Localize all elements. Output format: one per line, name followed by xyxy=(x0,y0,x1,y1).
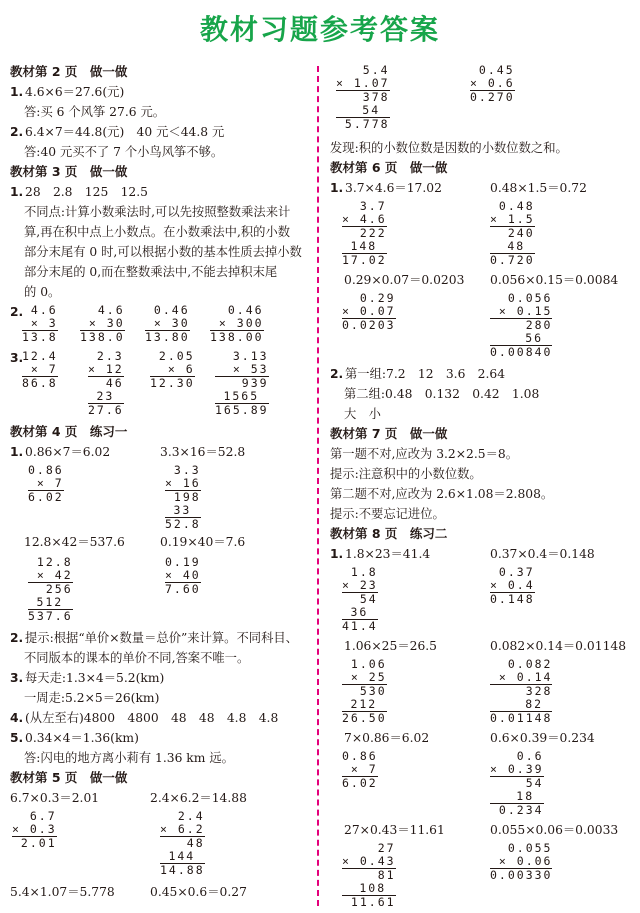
answer-text: 1.06×25＝26.5 xyxy=(344,639,438,653)
calc-line: 12.4 xyxy=(22,349,58,363)
calc-line: 328 xyxy=(525,684,553,698)
calc-line: 280 xyxy=(525,318,553,332)
vertical-calc xyxy=(490,566,535,606)
answer-text: 提示:根据“单价×数量＝总价”来计算。不同科目、 xyxy=(25,631,298,645)
calc-result: 12.30 xyxy=(150,376,195,390)
calc-block xyxy=(330,198,630,270)
calc-result: 138.0 xyxy=(80,330,125,344)
calc-result: 0.0203 xyxy=(342,318,396,332)
calc-line: 378 xyxy=(362,90,390,104)
calc-line: 512 xyxy=(28,596,73,610)
calc-multiplier: × 30 xyxy=(80,317,125,331)
calc-multiplier: × 42 xyxy=(28,569,73,583)
calc-result: 14.88 xyxy=(160,863,205,877)
calc-result: 13.8 xyxy=(22,330,58,344)
answer-line xyxy=(10,708,310,728)
answer-text: 3.3×16＝52.8 xyxy=(160,445,246,459)
answer-block xyxy=(10,348,310,422)
calc-line: 144 xyxy=(160,850,205,864)
answer-line xyxy=(10,788,310,808)
vertical-calc xyxy=(165,464,201,531)
vertical-calc xyxy=(336,64,390,131)
answer-line xyxy=(10,628,310,648)
calc-result: 537.6 xyxy=(28,609,73,623)
answer-text: 第一组:7.2 12 3.6 2.64 xyxy=(345,367,506,381)
answer-text: 0.056×0.15＝0.0084 xyxy=(490,273,619,287)
calc-multiplier: × 6.2 xyxy=(160,822,205,836)
calc-result: 5.778 xyxy=(344,117,390,131)
calc-line: 939 xyxy=(241,376,269,390)
answer-text: 6.7×0.3＝2.01 xyxy=(10,791,100,805)
section-heading: 教材第 7 页 做一做 xyxy=(330,426,448,441)
calc-line: 0.45 xyxy=(478,63,515,77)
answer-line xyxy=(10,728,310,748)
answer-line xyxy=(10,82,310,102)
calc-line: 212 xyxy=(342,698,387,712)
calc-line: 56 xyxy=(490,332,552,346)
vertical-calc xyxy=(490,658,552,725)
calc-line: 54 xyxy=(525,776,544,790)
question-number: 5. xyxy=(10,731,24,745)
answer-text: 发现:积的小数位数是因数的小数位数之和。 xyxy=(330,141,568,155)
page-title: 教材习题参考答案 xyxy=(199,13,440,46)
calc-multiplier: × 12 xyxy=(88,362,124,376)
calc-multiplier: × 300 xyxy=(210,317,264,331)
answer-text: 1.8×23＝41.4 xyxy=(345,547,431,561)
calc-result: 7.60 xyxy=(165,582,201,596)
answer-line xyxy=(10,122,310,142)
vertical-calc xyxy=(160,810,205,877)
section-heading: 教材第 4 页 练习一 xyxy=(10,424,128,439)
calc-line: 46 xyxy=(105,376,124,390)
calc-block xyxy=(10,462,310,532)
calc-line: 256 xyxy=(45,582,73,596)
right-column xyxy=(330,62,630,912)
answer-text: 部分末尾的 0,而在整数乘法中,不能去掉积末尾 xyxy=(24,265,278,279)
calc-multiplier: × 0.15 xyxy=(490,305,552,319)
answer-text: 部分末尾有 0 时,可以根据小数的基本性质去掉小数 xyxy=(24,245,302,259)
calc-result: 0.00330 xyxy=(490,868,553,882)
calc-line: 48 xyxy=(186,836,205,850)
answer-line xyxy=(330,270,630,290)
question-number: 3. xyxy=(10,671,24,685)
answer-text: 0.86×7＝6.02 xyxy=(25,445,111,459)
calc-line: 18 xyxy=(490,790,544,804)
calc-line: 36 xyxy=(342,606,378,620)
calc-line: 0.86 xyxy=(28,463,64,477)
section-heading: 教材第 6 页 做一做 xyxy=(330,160,448,175)
answer-line xyxy=(10,182,310,202)
calc-multiplier: × 23 xyxy=(342,578,378,592)
answer-line xyxy=(330,728,630,748)
calc-line: 108 xyxy=(342,882,396,896)
calc-multiplier: × 7 xyxy=(28,477,64,491)
calc-multiplier: × 1.5 xyxy=(490,212,535,226)
answer-text: 0.29×0.07＝0.0203 xyxy=(344,273,465,287)
calc-line: 4.6 xyxy=(30,303,58,317)
answer-text: 0.082×0.14＝0.01148 xyxy=(490,639,627,653)
calc-line: 0.46 xyxy=(227,303,264,317)
question-number: 1. xyxy=(10,85,24,99)
calc-line: 1565 xyxy=(215,390,269,404)
calc-line: 530 xyxy=(359,684,387,698)
answer-text: 0.34×4＝1.36(km) xyxy=(25,731,139,745)
question-number: 4. xyxy=(10,711,24,725)
answer-line xyxy=(330,364,630,384)
vertical-calc xyxy=(342,200,387,267)
answer-text: 答:闪电的地方离小莉有 1.36 km 远。 xyxy=(24,751,234,765)
answer-text: 第二题不对,应改为 2.6×1.08＝2.808。 xyxy=(330,487,554,501)
answer-text: 4.6×6＝27.6(元) xyxy=(25,85,125,99)
answer-text: 0.055×0.06＝0.0033 xyxy=(490,823,619,837)
calc-line: 81 xyxy=(377,868,396,882)
answer-text: 的 0。 xyxy=(24,285,61,299)
calc-result: 0.01148 xyxy=(490,711,553,725)
answer-text: 一周走:5.2×5＝26(km) xyxy=(24,691,160,705)
calc-multiplier: × 25 xyxy=(342,671,387,685)
calc-line: 33 xyxy=(165,504,201,518)
calc-line: 12.8 xyxy=(36,555,73,569)
calc-line: 3.7 xyxy=(359,199,387,213)
answer-line xyxy=(10,668,310,688)
calc-result: 0.270 xyxy=(470,90,515,104)
calc-line: 198 xyxy=(173,490,201,504)
vertical-calc xyxy=(80,304,125,344)
answer-text: 第二组:0.48 0.132 0.42 1.08 xyxy=(344,387,540,401)
answer-text: 提示:不要忘记进位。 xyxy=(330,507,445,521)
calc-line: 0.6 xyxy=(516,749,544,763)
vertical-calc xyxy=(490,750,544,817)
section-heading: 教材第 5 页 做一做 xyxy=(10,770,128,785)
answer-text: 7×0.86＝6.02 xyxy=(344,731,430,745)
vertical-calc xyxy=(210,304,264,344)
vertical-calc xyxy=(490,292,552,359)
answer-line xyxy=(330,636,630,656)
answer-text: (从左至右)4800 4800 48 48 4.8 4.8 xyxy=(25,711,279,725)
calc-line: 0.46 xyxy=(153,303,190,317)
calc-line: 3.3 xyxy=(173,463,201,477)
answer-text: 不同点:计算小数乘法时,可以先按照整数乘法来计 xyxy=(24,205,291,219)
calc-line: 0.056 xyxy=(507,291,553,305)
left-column xyxy=(10,62,310,902)
calc-line: 0.082 xyxy=(507,657,553,671)
calc-multiplier: × 7 xyxy=(22,363,58,377)
calc-line: 0.37 xyxy=(498,565,535,579)
calc-multiplier: × 7 xyxy=(342,763,378,777)
calc-block xyxy=(330,62,630,138)
calc-block xyxy=(330,290,630,364)
answer-block xyxy=(10,302,310,348)
calc-line: 0.19 xyxy=(165,555,201,569)
question-number: 2. xyxy=(10,631,24,645)
answer-text: 提示:注意积中的小数位数。 xyxy=(330,467,482,481)
vertical-calc xyxy=(150,350,195,390)
vertical-calc xyxy=(145,304,190,344)
question-number: 3. xyxy=(10,351,24,365)
calc-multiplier: × 40 xyxy=(165,568,201,582)
calc-result: 11.61 xyxy=(350,895,396,909)
calc-multiplier: × 0.43 xyxy=(342,854,396,868)
calc-line: 82 xyxy=(490,698,552,712)
calc-line: 2.3 xyxy=(96,349,124,363)
question-number: 1. xyxy=(10,185,24,199)
vertical-calc xyxy=(28,556,73,623)
calc-multiplier: × 0.06 xyxy=(490,855,552,869)
calc-result: 86.8 xyxy=(22,376,58,390)
calc-line: 222 xyxy=(359,226,387,240)
question-number: 2. xyxy=(330,367,344,381)
calc-line: 48 xyxy=(490,240,535,254)
calc-result: 0.720 xyxy=(490,253,535,267)
calc-multiplier: × 0.07 xyxy=(342,304,396,318)
calc-line: 0.86 xyxy=(342,749,378,763)
answer-line xyxy=(10,882,310,902)
vertical-calc xyxy=(165,556,201,596)
vertical-calc xyxy=(342,658,387,725)
section-heading: 教材第 2 页 做一做 xyxy=(10,64,128,79)
calc-line: 0.29 xyxy=(359,291,396,305)
answer-text: 6.4×7＝44.8(元) 40 元＜44.8 元 xyxy=(25,125,225,139)
calc-line: 240 xyxy=(507,226,535,240)
calc-multiplier: × 0.14 xyxy=(490,671,552,685)
vertical-calc xyxy=(12,810,57,850)
calc-result: 41.4 xyxy=(342,619,378,633)
calc-multiplier: × 6 xyxy=(150,363,195,377)
calc-result: 52.8 xyxy=(165,517,201,531)
calc-result: 6.02 xyxy=(28,490,64,504)
calc-multiplier: × 4.6 xyxy=(342,212,387,226)
calc-multiplier: × 0.3 xyxy=(12,822,57,836)
answer-line xyxy=(330,544,630,564)
question-number: 1. xyxy=(330,181,344,195)
calc-result: 0.00840 xyxy=(490,345,553,359)
calc-result: 165.89 xyxy=(215,403,269,417)
vertical-calc xyxy=(342,292,396,332)
question-number: 2. xyxy=(10,125,24,139)
question-number: 2. xyxy=(10,305,24,319)
calc-line: 0.055 xyxy=(507,841,553,855)
calc-result: 138.00 xyxy=(210,330,264,344)
calc-line: 5.4 xyxy=(362,63,390,77)
calc-block xyxy=(10,808,310,882)
vertical-calc xyxy=(342,750,378,790)
vertical-calc xyxy=(490,842,552,882)
calc-block xyxy=(330,656,630,728)
answer-line xyxy=(330,178,630,198)
calc-result: 0.234 xyxy=(498,803,544,817)
calc-line: 4.6 xyxy=(97,303,125,317)
answer-text: 算,再在积中点上小数点。在小数乘法中,积的小数 xyxy=(24,225,291,239)
vertical-calc xyxy=(22,304,58,344)
vertical-calc xyxy=(22,350,58,390)
answer-text: 0.45×0.6＝0.27 xyxy=(150,885,247,899)
calc-line: 2.05 xyxy=(158,349,195,363)
calc-multiplier: × 0.6 xyxy=(470,76,515,90)
answer-line xyxy=(10,442,310,462)
answer-line xyxy=(330,820,630,840)
vertical-calc xyxy=(88,350,124,417)
answer-text: 每天走:1.3×4＝5.2(km) xyxy=(25,671,165,685)
calc-result: 6.02 xyxy=(342,776,378,790)
answer-text: 27×0.43＝11.61 xyxy=(344,823,445,837)
section-heading: 教材第 3 页 做一做 xyxy=(10,164,128,179)
vertical-calc xyxy=(28,464,64,504)
calc-line: 1.06 xyxy=(350,657,387,671)
calc-line: 2.4 xyxy=(177,809,205,823)
vertical-calc xyxy=(470,64,515,104)
calc-multiplier: × 30 xyxy=(145,317,190,331)
calc-block xyxy=(330,840,630,912)
calc-multiplier: × 0.39 xyxy=(490,762,544,776)
calc-result: 26.50 xyxy=(342,711,387,725)
calc-multiplier: × 16 xyxy=(165,476,201,490)
calc-line: 0.48 xyxy=(498,199,535,213)
answer-line xyxy=(10,532,310,552)
answer-text: 0.37×0.4＝0.148 xyxy=(490,547,595,561)
calc-result: 27.6 xyxy=(88,403,124,417)
answer-text: 答:买 6 个风筝 27.6 元。 xyxy=(24,105,166,119)
vertical-calc xyxy=(490,200,535,267)
answer-text: 0.19×40＝7.6 xyxy=(160,535,246,549)
vertical-calc xyxy=(342,842,396,909)
section-heading: 教材第 8 页 练习二 xyxy=(330,526,448,541)
calc-result: 2.01 xyxy=(20,836,57,850)
calc-line: 3.13 xyxy=(232,349,269,363)
calc-result: 0.148 xyxy=(490,592,535,606)
calc-line: 148 xyxy=(342,240,387,254)
answer-text: 不同版本的课本的单价不同,答案不唯一。 xyxy=(24,651,250,665)
calc-block xyxy=(330,564,630,636)
calc-multiplier: × 3 xyxy=(22,317,58,331)
question-number: 1. xyxy=(330,547,344,561)
calc-block xyxy=(330,748,630,820)
answer-text: 28 2.8 125 12.5 xyxy=(25,185,148,199)
answer-text: 0.6×0.39＝0.234 xyxy=(490,731,595,745)
answer-text: 大 小 xyxy=(344,407,381,421)
question-number: 1. xyxy=(10,445,24,459)
answer-text: 5.4×1.07＝5.778 xyxy=(10,885,115,899)
calc-multiplier: × 0.4 xyxy=(490,578,535,592)
calc-multiplier: × 1.07 xyxy=(336,76,390,90)
calc-line: 54 xyxy=(359,592,378,606)
calc-result: 13.80 xyxy=(145,330,190,344)
calc-block xyxy=(10,552,310,628)
column-divider xyxy=(317,66,319,906)
calc-line: 6.7 xyxy=(29,809,57,823)
answer-text: 0.48×1.5＝0.72 xyxy=(490,181,587,195)
vertical-calc xyxy=(215,350,269,417)
answer-text: 3.7×4.6＝17.02 xyxy=(345,181,442,195)
calc-line: 27 xyxy=(377,841,396,855)
calc-line: 23 xyxy=(88,390,124,404)
answer-text: 12.8×42＝537.6 xyxy=(24,535,125,549)
calc-result: 17.02 xyxy=(342,253,387,267)
calc-line: 1.8 xyxy=(350,565,378,579)
vertical-calc xyxy=(342,566,378,633)
answer-text: 2.4×6.2＝14.88 xyxy=(150,791,247,805)
answer-text: 第一题不对,应改为 3.2×2.5＝8。 xyxy=(330,447,519,461)
calc-line: 54 xyxy=(336,104,390,118)
calc-multiplier: × 53 xyxy=(215,363,269,377)
answer-text: 答:40 元买不了 7 个小鸟风筝不够。 xyxy=(24,145,224,159)
